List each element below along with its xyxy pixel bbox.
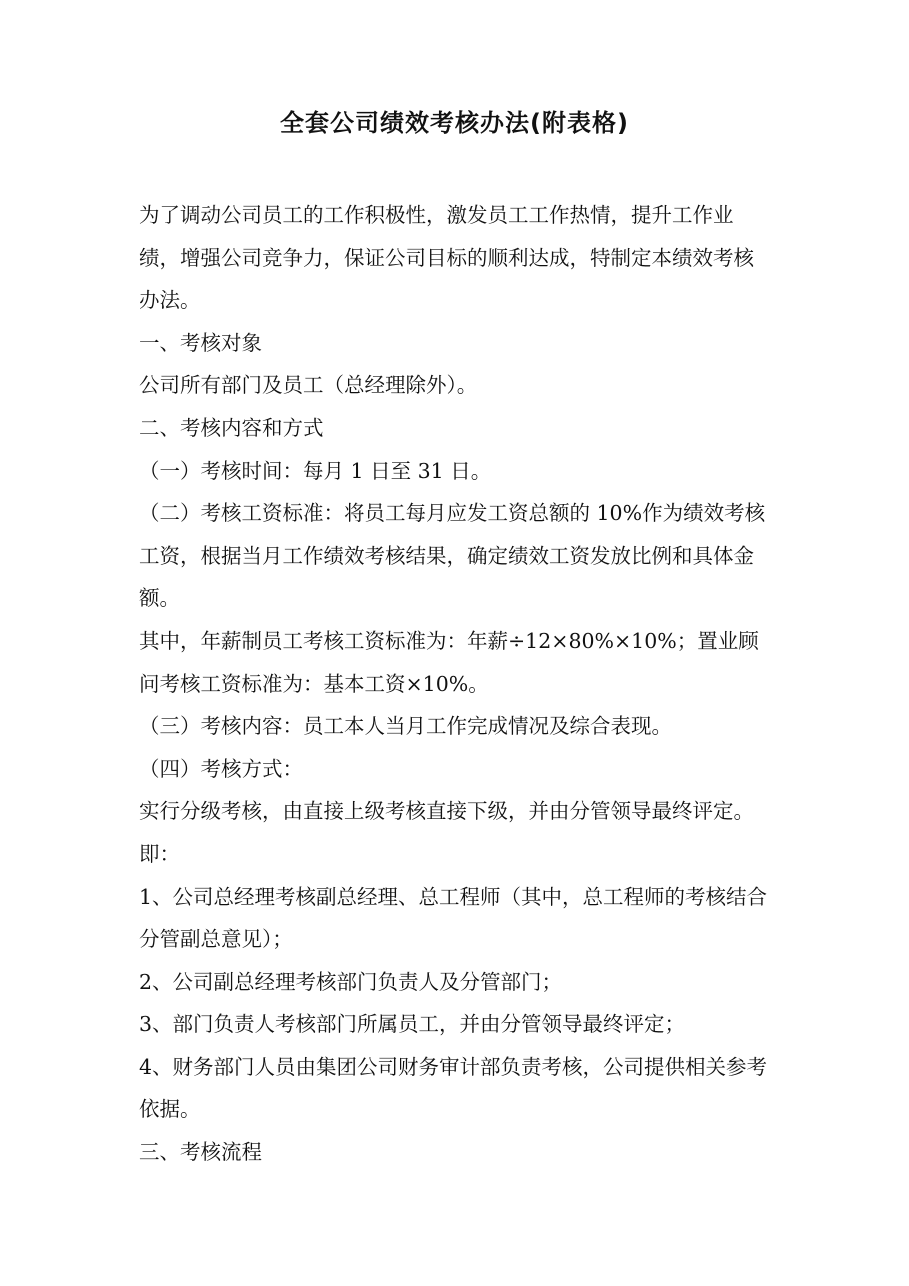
section-heading-1: 一、考核对象 (139, 330, 262, 355)
paragraph: 其中，年薪制员工考核工资标准为：年薪÷12×80%×10%；置业顾问考核工资标准为：基本工资×10%。 (139, 628, 759, 696)
paragraph: （三）考核内容：员工本人当月工作完成情况及综合表现。 (139, 714, 672, 739)
document-body (139, 194, 773, 1174)
paragraph: 实行分级考核，由直接上级考核直接下级，并由分管领导最终评定。即： (139, 799, 754, 866)
paragraph: （一）考核时间：每月 1 日至 31 日。 (139, 458, 492, 483)
list-item: 3、部门负责人考核部门所属员工，并由分管领导最终评定； (139, 1012, 686, 1037)
intro-paragraph: 为了调动公司员工的工作积极性，激发员工工作热情，提升工作业绩，增强公司竞争力，保证公司目标的顺利达成，特制定本绩效考核办法。 (139, 203, 754, 313)
list-item: 1、公司总经理考核副总经理、总工程师（其中，总工程师的考核结合分管副总意见）； (139, 884, 768, 952)
document-title: 全套公司绩效考核办法(附表格) (280, 109, 629, 137)
paragraph: （四）考核方式： (139, 756, 303, 781)
paragraph: （二）考核工资标准：将员工每月应发工资总额的 10%作为绩效考核工资，根据当月工作绩效考核结果，确定绩效工资发放比例和具体金额。 (139, 501, 766, 611)
section-heading-2: 二、考核内容和方式 (139, 415, 324, 440)
list-item: 4、财务部门人员由集团公司财务审计部负责考核，公司提供相关参考依据。 (139, 1054, 768, 1122)
section-heading-3: 三、考核流程 (139, 1140, 262, 1165)
paragraph: 公司所有部门及员工（总经理除外）。 (139, 373, 478, 398)
list-item: 2、公司副总经理考核部门负责人及分管部门； (139, 969, 563, 994)
